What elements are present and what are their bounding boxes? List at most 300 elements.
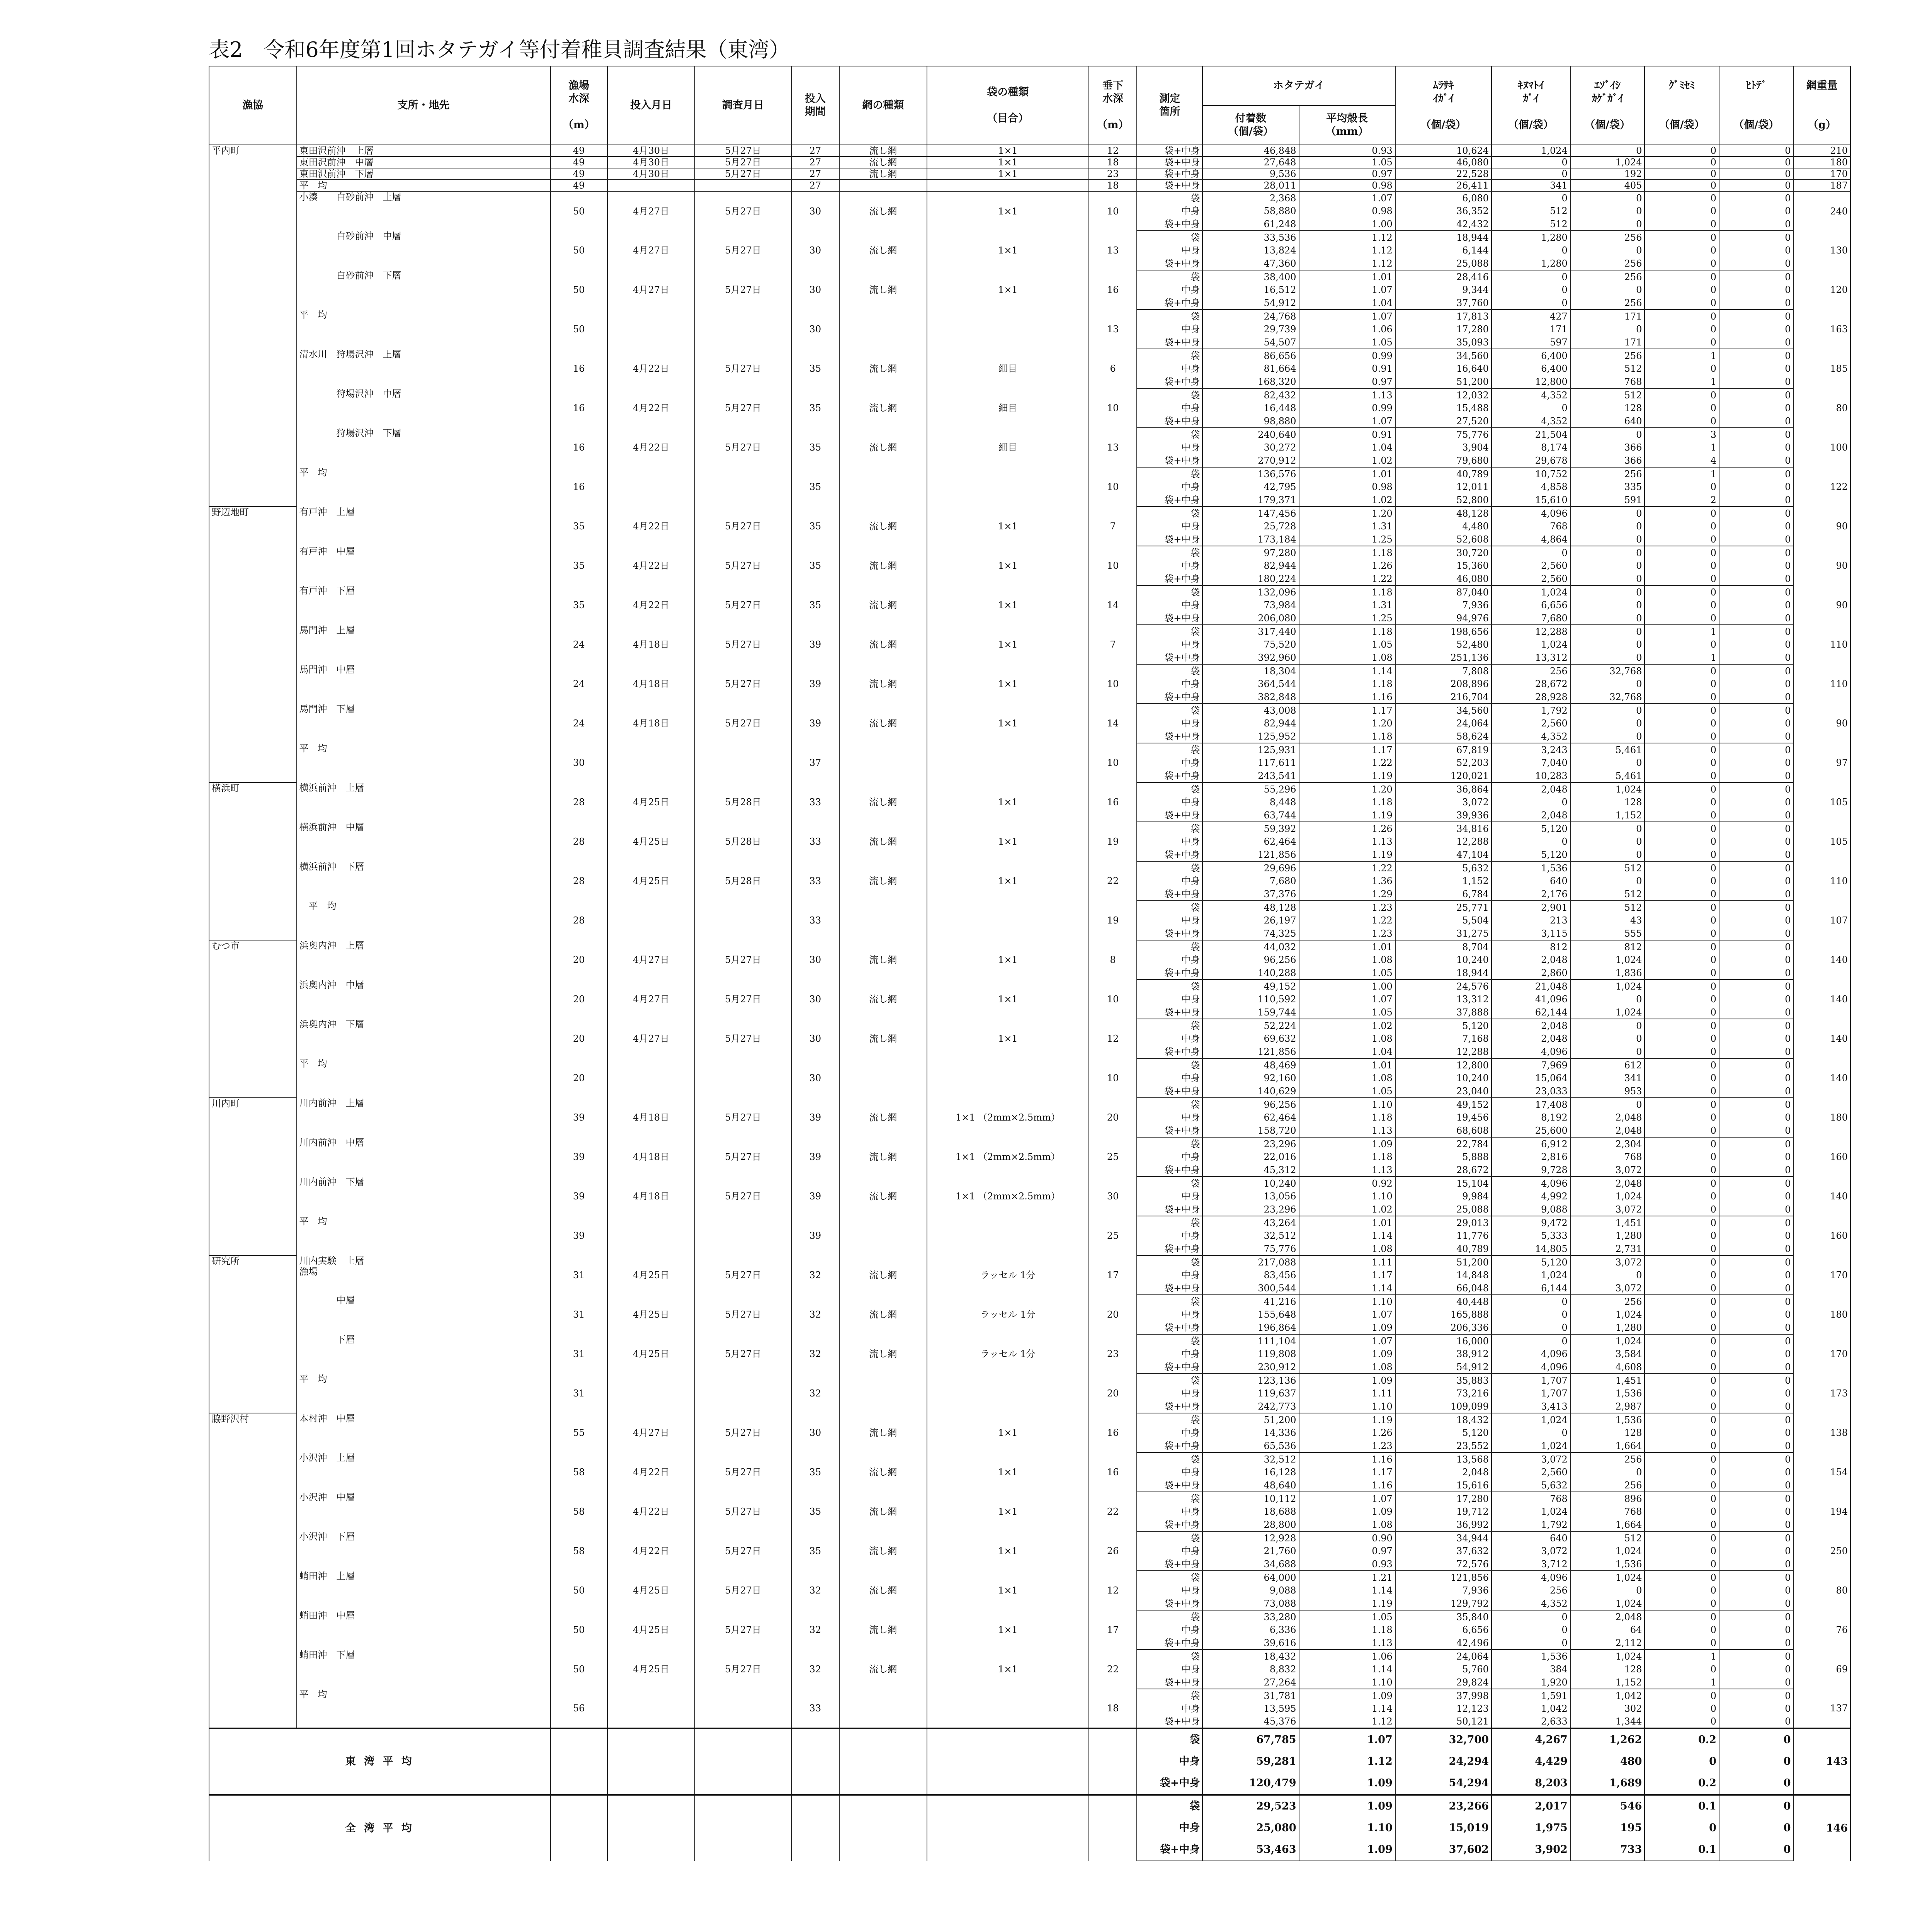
avg-length-cell: 1.07 — [1299, 415, 1395, 428]
avg-length-cell: 1.07 — [1299, 1308, 1395, 1321]
net-weight-cell: 194 — [1794, 1492, 1850, 1531]
attach-count-cell: 51,200 — [1202, 1413, 1299, 1426]
kumisemi-cell: 0 — [1645, 717, 1719, 730]
ezoishi-cell: 1,664 — [1570, 1439, 1645, 1452]
attach-count-cell: 123,136 — [1202, 1374, 1299, 1387]
table-row — [209, 388, 1850, 401]
measure-part-cell: 袋 — [1137, 704, 1202, 717]
survey-date-cell — [695, 180, 791, 191]
measure-part-cell: 袋+中身 — [1137, 809, 1202, 822]
kinmato-cell: 3,115 — [1492, 927, 1570, 940]
total-label-cell: 全 湾 平 均 — [209, 1795, 551, 1861]
avg-length-cell: 0.97 — [1299, 1544, 1395, 1558]
kinmato-cell: 427 — [1492, 310, 1570, 323]
measure-part-cell: 中身 — [1137, 559, 1202, 572]
kumisemi-cell: 0 — [1645, 1597, 1719, 1610]
mussel-cell: 49,152 — [1395, 1098, 1492, 1111]
hitode-cell: 0 — [1719, 599, 1794, 612]
bag-type-cell: 1×1 — [927, 822, 1089, 861]
net-type-cell: 流し網 — [839, 1255, 927, 1295]
ezoishi-cell: 0 — [1570, 283, 1645, 296]
ezoishi-cell: 1,536 — [1570, 1387, 1645, 1400]
net-weight-cell: 185 — [1794, 349, 1850, 388]
hang-depth-cell: 18 — [1089, 156, 1137, 168]
deploy-date-cell: 4月22日 — [607, 546, 695, 585]
measure-part-cell: 袋+中身 — [1137, 168, 1202, 180]
measure-part-cell: 袋 — [1137, 1689, 1202, 1702]
measure-part-cell: 袋 — [1137, 743, 1202, 756]
kinmato-cell: 23,033 — [1492, 1085, 1570, 1098]
measure-part-cell: 中身 — [1137, 953, 1202, 966]
bag-type-cell — [927, 901, 1089, 940]
attach-count-cell: 13,824 — [1202, 244, 1299, 257]
hitode-cell: 0 — [1719, 1203, 1794, 1216]
period-cell: 30 — [791, 1413, 840, 1452]
kinmato-cell: 2,048 — [1492, 953, 1570, 966]
kumisemi-cell: 0 — [1645, 1610, 1719, 1623]
ezoishi-cell: 366 — [1570, 454, 1645, 467]
site-cell: 馬門沖 中層 — [297, 664, 551, 704]
ezoishi-cell: 43 — [1570, 914, 1645, 927]
measure-part-cell: 袋 — [1137, 1098, 1202, 1111]
hang-depth-cell: 18 — [1089, 1689, 1137, 1728]
attach-count-cell: 25,728 — [1202, 520, 1299, 533]
period-cell: 35 — [791, 1492, 840, 1531]
depth-cell: 39 — [551, 1177, 607, 1216]
fishery-cell: 研究所 — [209, 1255, 297, 1413]
site-cell: 平 均 — [297, 1689, 551, 1728]
kinmato-cell: 384 — [1492, 1663, 1570, 1676]
col-header-attach-count: 付着数 （個/袋） — [1202, 105, 1299, 145]
avg-length-cell: 1.04 — [1299, 441, 1395, 454]
table-row — [209, 704, 1850, 717]
mussel-cell: 23,552 — [1395, 1439, 1492, 1452]
depth-cell: 35 — [551, 585, 607, 625]
kumisemi-cell: 0 — [1645, 1702, 1719, 1715]
attach-count-cell: 243,541 — [1202, 769, 1299, 782]
avg-length-cell: 1.31 — [1299, 599, 1395, 612]
kinmato-cell: 4,864 — [1492, 533, 1570, 546]
attach-count-cell: 158,720 — [1202, 1124, 1299, 1137]
attach-count-cell: 45,376 — [1202, 1715, 1299, 1728]
period-cell: 30 — [791, 1058, 840, 1098]
depth-cell: 35 — [551, 546, 607, 585]
kumisemi-cell: 0 — [1645, 901, 1719, 914]
net-type-cell — [839, 180, 927, 191]
hitode-cell: 0 — [1719, 677, 1794, 690]
avg-length-cell: 1.02 — [1299, 1019, 1395, 1032]
survey-table — [209, 66, 1851, 1861]
mussel-cell: 121,856 — [1395, 1571, 1492, 1584]
ezoishi-cell: 0 — [1570, 1045, 1645, 1058]
kinmato-cell: 14,805 — [1492, 1242, 1570, 1255]
table-row — [209, 1413, 1850, 1426]
kumisemi-cell: 0 — [1645, 848, 1719, 861]
depth-cell: 50 — [551, 1610, 607, 1650]
kumisemi-cell: 0 — [1645, 1571, 1719, 1584]
bag-type-cell: 1×1 — [927, 1413, 1089, 1452]
hang-depth-cell: 8 — [1089, 940, 1137, 980]
period-cell: 32 — [791, 1571, 840, 1610]
ezoishi-cell: 195 — [1570, 1817, 1645, 1839]
ezoishi-cell: 405 — [1570, 180, 1645, 191]
measure-part-cell: 袋 — [1137, 546, 1202, 559]
attach-count-cell: 47,360 — [1202, 257, 1299, 270]
period-cell: 39 — [791, 625, 840, 664]
period-cell: 37 — [791, 743, 840, 782]
period-cell: 33 — [791, 782, 840, 822]
avg-length-cell: 1.02 — [1299, 454, 1395, 467]
kumisemi-cell: 0 — [1645, 1663, 1719, 1676]
avg-length-cell: 1.13 — [1299, 388, 1395, 401]
period-cell: 35 — [791, 546, 840, 585]
mussel-cell: 35,840 — [1395, 1610, 1492, 1623]
attach-count-cell: 9,536 — [1202, 168, 1299, 180]
ezoishi-cell: 2,987 — [1570, 1400, 1645, 1413]
attach-count-cell: 54,912 — [1202, 296, 1299, 310]
kinmato-cell: 4,096 — [1492, 1177, 1570, 1190]
ezoishi-cell: 1,024 — [1570, 1597, 1645, 1610]
net-type-cell — [839, 1058, 927, 1098]
kumisemi-cell: 0 — [1645, 1098, 1719, 1111]
net-weight-cell: 140 — [1794, 940, 1850, 980]
site-cell: 平 均 — [297, 1216, 551, 1255]
attach-count-cell: 125,952 — [1202, 730, 1299, 743]
attach-count-cell: 13,595 — [1202, 1702, 1299, 1715]
avg-length-cell: 1.13 — [1299, 835, 1395, 848]
mussel-cell: 15,104 — [1395, 1177, 1492, 1190]
survey-date-cell — [695, 1216, 791, 1255]
mussel-cell: 46,080 — [1395, 156, 1492, 168]
ezoishi-cell: 256 — [1570, 467, 1645, 480]
ezoishi-cell: 1,152 — [1570, 1676, 1645, 1689]
avg-length-cell: 1.18 — [1299, 677, 1395, 690]
mussel-cell: 12,288 — [1395, 835, 1492, 848]
hitode-cell: 0 — [1719, 204, 1794, 218]
net-type-cell: 流し網 — [839, 664, 927, 704]
measure-part-cell: 袋 — [1137, 664, 1202, 677]
kinmato-cell: 21,048 — [1492, 980, 1570, 993]
net-type-cell: 流し網 — [839, 704, 927, 743]
measure-part-cell: 袋+中身 — [1137, 1518, 1202, 1531]
kumisemi-cell: 0.2 — [1645, 1728, 1719, 1751]
net-type-cell: 流し網 — [839, 1295, 927, 1334]
net-weight-cell: 163 — [1794, 310, 1850, 349]
ezoishi-cell: 1,664 — [1570, 1518, 1645, 1531]
measure-part-cell: 袋+中身 — [1137, 730, 1202, 743]
hitode-cell: 0 — [1719, 1242, 1794, 1255]
hang-depth-cell: 10 — [1089, 388, 1137, 428]
attach-count-cell: 21,760 — [1202, 1544, 1299, 1558]
attach-count-cell: 65,536 — [1202, 1439, 1299, 1452]
attach-count-cell: 13,056 — [1202, 1190, 1299, 1203]
ezoishi-cell: 1,280 — [1570, 1321, 1645, 1334]
avg-length-cell: 1.25 — [1299, 612, 1395, 625]
net-weight-cell: 210 — [1794, 145, 1850, 156]
mussel-cell: 73,216 — [1395, 1387, 1492, 1400]
avg-length-cell: 0.98 — [1299, 480, 1395, 493]
ezoishi-cell: 256 — [1570, 231, 1645, 244]
hitode-cell: 0 — [1719, 1439, 1794, 1452]
avg-length-cell: 1.10 — [1299, 1400, 1395, 1413]
avg-length-cell: 1.02 — [1299, 1203, 1395, 1216]
ezoishi-cell: 128 — [1570, 1663, 1645, 1676]
bag-type-cell: 1×1 — [927, 168, 1089, 180]
kumisemi-cell: 0 — [1645, 415, 1719, 428]
site-cell: 蛸田沖 上層 — [297, 1571, 551, 1610]
attach-count-cell: 27,264 — [1202, 1676, 1299, 1689]
kumisemi-cell: 0 — [1645, 1229, 1719, 1242]
avg-length-cell: 1.05 — [1299, 1610, 1395, 1623]
kinmato-cell: 29,678 — [1492, 454, 1570, 467]
kumisemi-cell: 3 — [1645, 428, 1719, 441]
ezoishi-cell: 0 — [1570, 428, 1645, 441]
ezoishi-cell: 32,768 — [1570, 664, 1645, 677]
measure-part-cell: 中身 — [1137, 993, 1202, 1006]
kumisemi-cell: 0 — [1645, 704, 1719, 717]
hitode-cell: 0 — [1719, 717, 1794, 730]
ezoishi-cell: 64 — [1570, 1623, 1645, 1636]
attach-count-cell: 25,080 — [1202, 1817, 1299, 1839]
attach-count-cell: 111,104 — [1202, 1334, 1299, 1347]
attach-count-cell: 180,224 — [1202, 572, 1299, 585]
measure-part-cell: 中身 — [1137, 1817, 1202, 1839]
ezoishi-cell: 0 — [1570, 1584, 1645, 1597]
bag-type-cell: 1×1 — [927, 270, 1089, 310]
avg-length-cell: 1.07 — [1299, 191, 1395, 204]
hang-depth-cell: 14 — [1089, 585, 1137, 625]
hitode-cell: 0 — [1719, 1295, 1794, 1308]
ezoishi-cell: 256 — [1570, 296, 1645, 310]
period-cell: 33 — [791, 822, 840, 861]
bag-type-cell: 1×1 — [927, 861, 1089, 901]
mussel-cell: 37,888 — [1395, 1006, 1492, 1019]
kumisemi-cell: 0 — [1645, 1374, 1719, 1387]
kinmato-cell: 1,792 — [1492, 1518, 1570, 1531]
table-body — [209, 145, 1850, 1861]
kinmato-cell: 0 — [1492, 156, 1570, 168]
table-row — [209, 1334, 1850, 1347]
kumisemi-cell: 0 — [1645, 1387, 1719, 1400]
bag-type-cell: 1×1 — [927, 704, 1089, 743]
measure-part-cell: 袋+中身 — [1137, 533, 1202, 546]
kumisemi-cell: 0 — [1645, 809, 1719, 822]
hitode-cell: 0 — [1719, 1426, 1794, 1439]
net-weight-cell: 105 — [1794, 822, 1850, 861]
depth-cell: 16 — [551, 467, 607, 507]
total-empty-cell — [1089, 1795, 1137, 1861]
avg-length-cell: 1.04 — [1299, 296, 1395, 310]
ezoishi-cell: 2,048 — [1570, 1177, 1645, 1190]
survey-date-cell: 5月27日 — [695, 168, 791, 180]
kumisemi-cell: 0 — [1645, 1177, 1719, 1190]
mussel-cell: 40,448 — [1395, 1295, 1492, 1308]
hitode-cell: 0 — [1719, 1839, 1794, 1861]
measure-part-cell: 中身 — [1137, 1269, 1202, 1282]
ezoishi-cell: 0 — [1570, 218, 1645, 231]
ezoishi-cell: 0 — [1570, 1098, 1645, 1111]
hitode-cell: 0 — [1719, 401, 1794, 415]
kumisemi-cell: 0 — [1645, 310, 1719, 323]
survey-date-cell: 5月27日 — [695, 546, 791, 585]
site-cell: 有戸沖 上層 — [297, 507, 551, 546]
avg-length-cell: 1.05 — [1299, 1085, 1395, 1098]
avg-length-cell: 1.22 — [1299, 572, 1395, 585]
ezoishi-cell: 480 — [1570, 1751, 1645, 1772]
col-header-hitode: ﾋﾄﾃﾞ （個/袋） — [1719, 66, 1794, 145]
avg-length-cell: 1.09 — [1299, 1347, 1395, 1361]
mussel-cell: 10,240 — [1395, 953, 1492, 966]
mussel-cell: 24,064 — [1395, 717, 1492, 730]
deploy-date-cell: 4月27日 — [607, 980, 695, 1019]
ezoishi-cell: 0 — [1570, 520, 1645, 533]
attach-count-cell: 26,197 — [1202, 914, 1299, 927]
attach-count-cell: 9,088 — [1202, 1584, 1299, 1597]
measure-part-cell: 中身 — [1137, 1032, 1202, 1045]
table-row — [209, 428, 1850, 441]
mussel-cell: 79,680 — [1395, 454, 1492, 467]
site-cell: 横浜前沖 中層 — [297, 822, 551, 861]
hitode-cell: 0 — [1719, 1689, 1794, 1702]
measure-part-cell: 袋+中身 — [1137, 493, 1202, 507]
net-type-cell: 流し網 — [839, 1492, 927, 1531]
attach-count-cell: 121,856 — [1202, 848, 1299, 861]
survey-date-cell: 5月27日 — [695, 156, 791, 168]
kumisemi-cell: 0 — [1645, 1190, 1719, 1203]
period-cell: 32 — [791, 1650, 840, 1689]
kumisemi-cell: 0 — [1645, 1492, 1719, 1505]
ezoishi-cell: 256 — [1570, 1479, 1645, 1492]
table-row — [209, 743, 1850, 756]
hang-depth-cell: 20 — [1089, 1374, 1137, 1413]
hitode-cell: 0 — [1719, 296, 1794, 310]
kinmato-cell: 2,816 — [1492, 1150, 1570, 1163]
hang-depth-cell: 25 — [1089, 1137, 1137, 1177]
site-cell: 白砂前沖 下層 — [297, 270, 551, 310]
attach-count-cell: 46,848 — [1202, 145, 1299, 156]
mussel-cell: 52,203 — [1395, 756, 1492, 769]
ezoishi-cell: 2,304 — [1570, 1137, 1645, 1150]
kumisemi-cell: 0.2 — [1645, 1772, 1719, 1795]
kumisemi-cell: 0 — [1645, 231, 1719, 244]
period-cell: 27 — [791, 168, 840, 180]
measure-part-cell: 中身 — [1137, 204, 1202, 218]
site-cell: 清水川 狩場沢沖 上層 — [297, 349, 551, 388]
kumisemi-cell: 0 — [1645, 1715, 1719, 1728]
hitode-cell: 0 — [1719, 743, 1794, 756]
ezoishi-cell: 0 — [1570, 559, 1645, 572]
hitode-cell: 0 — [1719, 664, 1794, 677]
mussel-cell: 22,784 — [1395, 1137, 1492, 1150]
kinmato-cell: 2,860 — [1492, 966, 1570, 980]
mussel-cell: 120,021 — [1395, 769, 1492, 782]
total-empty-cell — [695, 1728, 791, 1795]
hitode-cell: 0 — [1719, 1387, 1794, 1400]
mussel-cell: 16,640 — [1395, 362, 1492, 375]
hitode-cell: 0 — [1719, 454, 1794, 467]
kinmato-cell: 1,707 — [1492, 1374, 1570, 1387]
ezoishi-cell: 1,042 — [1570, 1689, 1645, 1702]
avg-length-cell: 1.05 — [1299, 1006, 1395, 1019]
attach-count-cell: 32,512 — [1202, 1229, 1299, 1242]
measure-part-cell: 中身 — [1137, 1308, 1202, 1321]
attach-count-cell: 73,088 — [1202, 1597, 1299, 1610]
attach-count-cell: 147,456 — [1202, 507, 1299, 520]
survey-date-cell — [695, 743, 791, 782]
fishery-cell: むつ市 — [209, 940, 297, 1098]
depth-cell: 28 — [551, 822, 607, 861]
mussel-cell: 9,344 — [1395, 283, 1492, 296]
site-cell: 本村沖 中層 — [297, 1413, 551, 1452]
avg-length-cell: 1.26 — [1299, 559, 1395, 572]
site-cell: 川内前沖 上層 — [297, 1098, 551, 1137]
kinmato-cell: 41,096 — [1492, 993, 1570, 1006]
attach-count-cell: 48,640 — [1202, 1479, 1299, 1492]
kumisemi-cell: 0 — [1645, 1006, 1719, 1019]
avg-length-cell: 1.10 — [1299, 1190, 1395, 1203]
avg-length-cell: 1.12 — [1299, 1715, 1395, 1728]
hitode-cell: 0 — [1719, 612, 1794, 625]
table-row — [209, 1177, 1850, 1190]
site-cell: 狩場沢沖 中層 — [297, 388, 551, 428]
avg-length-cell: 1.09 — [1299, 1374, 1395, 1387]
kinmato-cell: 2,048 — [1492, 1032, 1570, 1045]
measure-part-cell: 袋+中身 — [1137, 1045, 1202, 1058]
mussel-cell: 25,088 — [1395, 1203, 1492, 1216]
kinmato-cell: 0 — [1492, 1321, 1570, 1334]
kumisemi-cell: 0 — [1645, 480, 1719, 493]
avg-length-cell: 1.23 — [1299, 1439, 1395, 1452]
ezoishi-cell: 4,608 — [1570, 1361, 1645, 1374]
mussel-cell: 9,984 — [1395, 1190, 1492, 1203]
kinmato-cell: 0 — [1492, 191, 1570, 204]
avg-length-cell: 1.16 — [1299, 1452, 1395, 1466]
kinmato-cell: 2,048 — [1492, 809, 1570, 822]
avg-length-cell: 1.26 — [1299, 1426, 1395, 1439]
table-container — [209, 66, 1851, 1861]
mussel-cell: 15,019 — [1395, 1817, 1492, 1839]
hitode-cell: 0 — [1719, 1466, 1794, 1479]
ezoishi-cell: 546 — [1570, 1795, 1645, 1817]
attach-count-cell: 34,688 — [1202, 1558, 1299, 1571]
hitode-cell: 0 — [1719, 940, 1794, 953]
hitode-cell: 0 — [1719, 769, 1794, 782]
depth-cell: 20 — [551, 1019, 607, 1058]
deploy-date-cell: 4月30日 — [607, 145, 695, 156]
mussel-cell: 12,288 — [1395, 1045, 1492, 1058]
kumisemi-cell: 1 — [1645, 1676, 1719, 1689]
bag-type-cell: 1×1 — [927, 507, 1089, 546]
ezoishi-cell: 0 — [1570, 835, 1645, 848]
mussel-cell: 19,456 — [1395, 1111, 1492, 1124]
period-cell: 33 — [791, 861, 840, 901]
attach-count-cell: 155,648 — [1202, 1308, 1299, 1321]
ezoishi-cell: 0 — [1570, 323, 1645, 336]
kumisemi-cell: 0 — [1645, 156, 1719, 168]
kumisemi-cell: 1 — [1645, 651, 1719, 664]
hitode-cell: 0 — [1719, 467, 1794, 480]
survey-date-cell: 5月27日 — [695, 1334, 791, 1374]
hang-depth-cell: 12 — [1089, 1019, 1137, 1058]
measure-part-cell: 中身 — [1137, 1466, 1202, 1479]
ezoishi-cell: 1,451 — [1570, 1374, 1645, 1387]
mussel-cell: 12,011 — [1395, 480, 1492, 493]
measure-part-cell: 袋 — [1137, 1295, 1202, 1308]
period-cell: 35 — [791, 507, 840, 546]
avg-length-cell: 1.08 — [1299, 953, 1395, 966]
mussel-cell: 66,048 — [1395, 1282, 1492, 1295]
total-empty-cell — [839, 1728, 927, 1795]
